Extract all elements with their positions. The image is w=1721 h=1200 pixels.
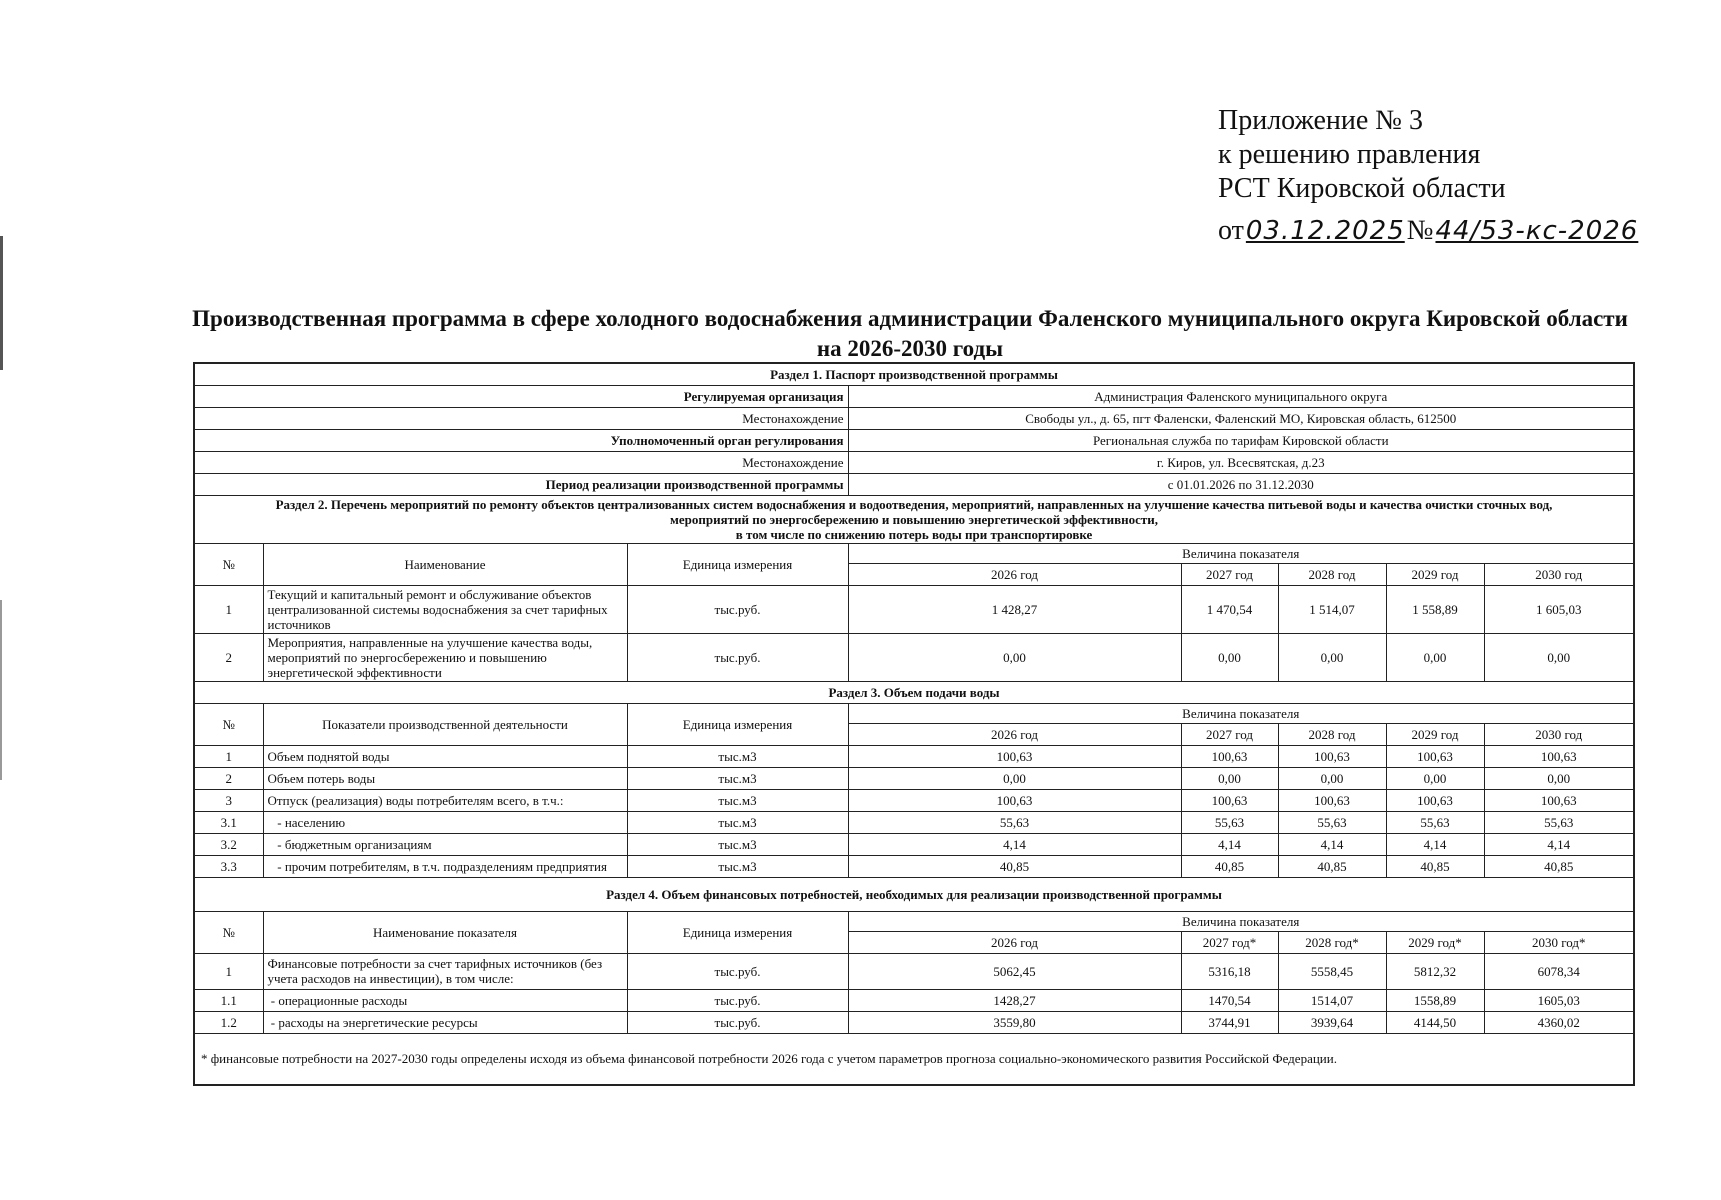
row-number: 1	[194, 745, 263, 767]
row-value: 55,63	[1181, 811, 1278, 833]
year-header: 2029 год	[1386, 563, 1484, 585]
passport-row	[194, 429, 1634, 451]
col-number-header: №	[194, 543, 263, 585]
number-sign: №	[1406, 215, 1434, 246]
section4-row	[194, 953, 1634, 989]
section4-row	[194, 989, 1634, 1011]
section4-header-row	[194, 911, 1634, 931]
row-value: 40,85	[1278, 855, 1386, 877]
row-value: 40,85	[1181, 855, 1278, 877]
section2-heading	[194, 495, 1634, 543]
row-number: 2	[194, 767, 263, 789]
year-header: 2029 год*	[1386, 931, 1484, 953]
passport-label: Период реализации производственной программы	[194, 473, 848, 495]
row-value: 4,14	[848, 833, 1181, 855]
year-header: 2026 год	[848, 563, 1181, 585]
row-unit: тыс.руб.	[627, 1011, 848, 1033]
year-header: 2027 год	[1181, 723, 1278, 745]
production-program-table	[193, 362, 1635, 1086]
year-header: 2026 год	[848, 931, 1181, 953]
passport-label: Местонахождение	[194, 407, 848, 429]
row-value: 4,14	[1278, 833, 1386, 855]
row-value: 4360,02	[1484, 1011, 1634, 1033]
row-value: 5062,45	[848, 953, 1181, 989]
section3-heading: Раздел 3. Объем подачи воды	[194, 681, 1634, 703]
title-line-2: на 2026-2030 годы	[816, 336, 1004, 361]
decision-date: 03.12.2025	[1245, 216, 1405, 246]
passport-row	[194, 385, 1634, 407]
row-name: Объем поднятой воды	[263, 745, 627, 767]
section4-row	[194, 1011, 1634, 1033]
scan-margin-mark	[0, 236, 3, 370]
year-header: 2027 год*	[1181, 931, 1278, 953]
row-number: 1.2	[194, 1011, 263, 1033]
row-value: 0,00	[1181, 633, 1278, 681]
row-value: 55,63	[1386, 811, 1484, 833]
section2-header-row	[194, 543, 1634, 563]
row-value: 55,63	[1484, 811, 1634, 833]
from-prefix: от	[1218, 215, 1244, 246]
row-unit: тыс.руб.	[627, 633, 848, 681]
row-value: 0,00	[1484, 633, 1634, 681]
section2-row	[194, 585, 1634, 633]
row-unit: тыс.руб.	[627, 585, 848, 633]
row-value: 40,85	[1386, 855, 1484, 877]
year-header: 2028 год*	[1278, 931, 1386, 953]
appendix-authority: РСТ Кировской области	[1218, 173, 1506, 204]
col-unit-header: Единица измерения	[627, 911, 848, 953]
row-number: 3.3	[194, 855, 263, 877]
row-value: 3559,80	[848, 1011, 1181, 1033]
col-number-header: №	[194, 703, 263, 745]
section-heading-row	[194, 495, 1634, 543]
row-value: 0,00	[1181, 767, 1278, 789]
row-value: 55,63	[1278, 811, 1386, 833]
section3-row	[194, 811, 1634, 833]
section3-row	[194, 767, 1634, 789]
passport-label: Регулируемая организация	[194, 385, 848, 407]
section-heading-row	[194, 877, 1634, 911]
row-value: 3744,91	[1181, 1011, 1278, 1033]
row-number: 3.1	[194, 811, 263, 833]
row-number: 1	[194, 585, 263, 633]
row-unit: тыс.м3	[627, 811, 848, 833]
section3-row	[194, 855, 1634, 877]
row-name: Мероприятия, направленные на улучшение качества воды, мероприятий по энергосбережению и повышению энергетической эффективности	[263, 633, 627, 681]
section2-heading-line: мероприятий по энергосбережению и повышению энергетической эффективности,	[670, 511, 1159, 527]
row-number: 3.2	[194, 833, 263, 855]
row-value: 0,00	[1386, 767, 1484, 789]
col-name-header: Показатели производственной деятельности	[263, 703, 627, 745]
section-heading-row	[194, 681, 1634, 703]
row-value: 3939,64	[1278, 1011, 1386, 1033]
col-value-header: Величина показателя	[848, 703, 1634, 723]
section2-row	[194, 633, 1634, 681]
col-unit-header: Единица измерения	[627, 703, 848, 745]
year-header: 2027 год	[1181, 563, 1278, 585]
row-value: 1 558,89	[1386, 585, 1484, 633]
row-value: 1470,54	[1181, 989, 1278, 1011]
title-line-1: Производственная программа в сфере холодного водоснабжения администрации Фаленского муниципального округа Кировской области	[192, 306, 1628, 331]
appendix-number: Приложение № 3	[1218, 105, 1423, 136]
section3-row	[194, 833, 1634, 855]
row-value: 1 605,03	[1484, 585, 1634, 633]
year-header: 2028 год	[1278, 563, 1386, 585]
row-number: 2	[194, 633, 263, 681]
row-value: 100,63	[1278, 745, 1386, 767]
row-value: 100,63	[1278, 789, 1386, 811]
row-unit: тыс.м3	[627, 855, 848, 877]
year-header: 2029 год	[1386, 723, 1484, 745]
section1-heading: Раздел 1. Паспорт производственной программы	[194, 363, 1634, 385]
row-value: 40,85	[1484, 855, 1634, 877]
row-value: 100,63	[1484, 745, 1634, 767]
appendix-block	[1218, 104, 1640, 248]
col-value-header: Величина показателя	[848, 543, 1634, 563]
row-value: 55,63	[848, 811, 1181, 833]
section3-header-row	[194, 703, 1634, 723]
row-value: 100,63	[1386, 745, 1484, 767]
row-value: 5316,18	[1181, 953, 1278, 989]
row-value: 4,14	[1181, 833, 1278, 855]
passport-value: Региональная служба по тарифам Кировской области	[848, 429, 1634, 451]
row-name: Финансовые потребности за счет тарифных источников (без учета расходов на инвестиции), в том числе:	[263, 953, 627, 989]
row-value: 1428,27	[848, 989, 1181, 1011]
year-header: 2026 год	[848, 723, 1181, 745]
row-number: 3	[194, 789, 263, 811]
row-name: Текущий и капитальный ремонт и обслуживание объектов централизованной системы водоснабжения за счет тарифных источников	[263, 585, 627, 633]
row-name: - расходы на энергетические ресурсы	[263, 1011, 627, 1033]
row-name: - населению	[263, 811, 627, 833]
section4-heading: Раздел 4. Объем финансовых потребностей, необходимых для реализации производственной программы	[194, 877, 1634, 911]
year-header: 2028 год	[1278, 723, 1386, 745]
col-number-header: №	[194, 911, 263, 953]
row-unit: тыс.м3	[627, 745, 848, 767]
row-unit: тыс.м3	[627, 767, 848, 789]
passport-row	[194, 473, 1634, 495]
passport-value: г. Киров, ул. Всесвятская, д.23	[848, 451, 1634, 473]
row-unit: тыс.руб.	[627, 989, 848, 1011]
row-name: - прочим потребителям, в т.ч. подразделениям предприятия	[263, 855, 627, 877]
row-name: - бюджетным организациям	[263, 833, 627, 855]
section2-heading-line: Раздел 2. Перечень мероприятий по ремонту объектов централизованных систем водоснабжения и водоотведения, мероприятий, направленных на улучшение качества питьевой воды и качества очистки сточных вод,	[275, 496, 1553, 512]
passport-row	[194, 407, 1634, 429]
row-value: 0,00	[1278, 633, 1386, 681]
row-unit: тыс.м3	[627, 789, 848, 811]
row-value: 100,63	[1484, 789, 1634, 811]
passport-value: с 01.01.2026 по 31.12.2030	[848, 473, 1634, 495]
footnote: * финансовые потребности на 2027-2030 годы определены исходя из объема финансовой потребности 2026 года с учетом параметров прогноза социально-экономического развития Российской Федерации.	[194, 1033, 1634, 1085]
row-value: 5812,32	[1386, 953, 1484, 989]
table-body	[194, 363, 1634, 1085]
row-value: 100,63	[1181, 745, 1278, 767]
row-value: 0,00	[1386, 633, 1484, 681]
passport-label: Уполномоченный орган регулирования	[194, 429, 848, 451]
row-value: 100,63	[1386, 789, 1484, 811]
section-heading-row	[194, 363, 1634, 385]
row-value: 0,00	[1278, 767, 1386, 789]
row-value: 1558,89	[1386, 989, 1484, 1011]
row-value: 1 428,27	[848, 585, 1181, 633]
section2-heading-line: в том числе по снижению потерь воды при транспортировке	[735, 526, 1093, 542]
col-name-header: Наименование показателя	[263, 911, 627, 953]
year-header: 2030 год*	[1484, 931, 1634, 953]
row-name: - операционные расходы	[263, 989, 627, 1011]
row-value: 40,85	[848, 855, 1181, 877]
document-title	[190, 304, 1630, 364]
row-value: 100,63	[1181, 789, 1278, 811]
section3-row	[194, 745, 1634, 767]
row-value: 4,14	[1386, 833, 1484, 855]
row-value: 4,14	[1484, 833, 1634, 855]
year-header: 2030 год	[1484, 723, 1634, 745]
passport-row	[194, 451, 1634, 473]
col-unit-header: Единица измерения	[627, 543, 848, 585]
row-value: 0,00	[1484, 767, 1634, 789]
passport-label: Местонахождение	[194, 451, 848, 473]
passport-value: Свободы ул., д. 65, пгт Фаленски, Фаленский МО, Кировская область, 612500	[848, 407, 1634, 429]
col-value-header: Величина показателя	[848, 911, 1634, 931]
row-value: 0,00	[848, 767, 1181, 789]
row-value: 1 470,54	[1181, 585, 1278, 633]
row-name: Отпуск (реализация) воды потребителям всего, в т.ч.:	[263, 789, 627, 811]
row-value: 0,00	[848, 633, 1181, 681]
row-unit: тыс.руб.	[627, 953, 848, 989]
col-name-header: Наименование	[263, 543, 627, 585]
row-value: 6078,34	[1484, 953, 1634, 989]
row-value: 100,63	[848, 789, 1181, 811]
decision-date-number	[1218, 214, 1640, 248]
row-value: 1514,07	[1278, 989, 1386, 1011]
row-value: 1605,03	[1484, 989, 1634, 1011]
passport-value: Администрация Фаленского муниципального округа	[848, 385, 1634, 407]
row-number: 1.1	[194, 989, 263, 1011]
scan-margin-mark	[0, 600, 2, 780]
row-unit: тыс.м3	[627, 833, 848, 855]
row-value: 100,63	[848, 745, 1181, 767]
appendix-decision: к решению правления	[1218, 139, 1481, 170]
row-name: Объем потерь воды	[263, 767, 627, 789]
decision-number: 44/53-кс-2026	[1435, 216, 1639, 246]
row-value: 5558,45	[1278, 953, 1386, 989]
row-value: 1 514,07	[1278, 585, 1386, 633]
section3-row	[194, 789, 1634, 811]
row-value: 4144,50	[1386, 1011, 1484, 1033]
footnote-row	[194, 1033, 1634, 1085]
year-header: 2030 год	[1484, 563, 1634, 585]
row-number: 1	[194, 953, 263, 989]
